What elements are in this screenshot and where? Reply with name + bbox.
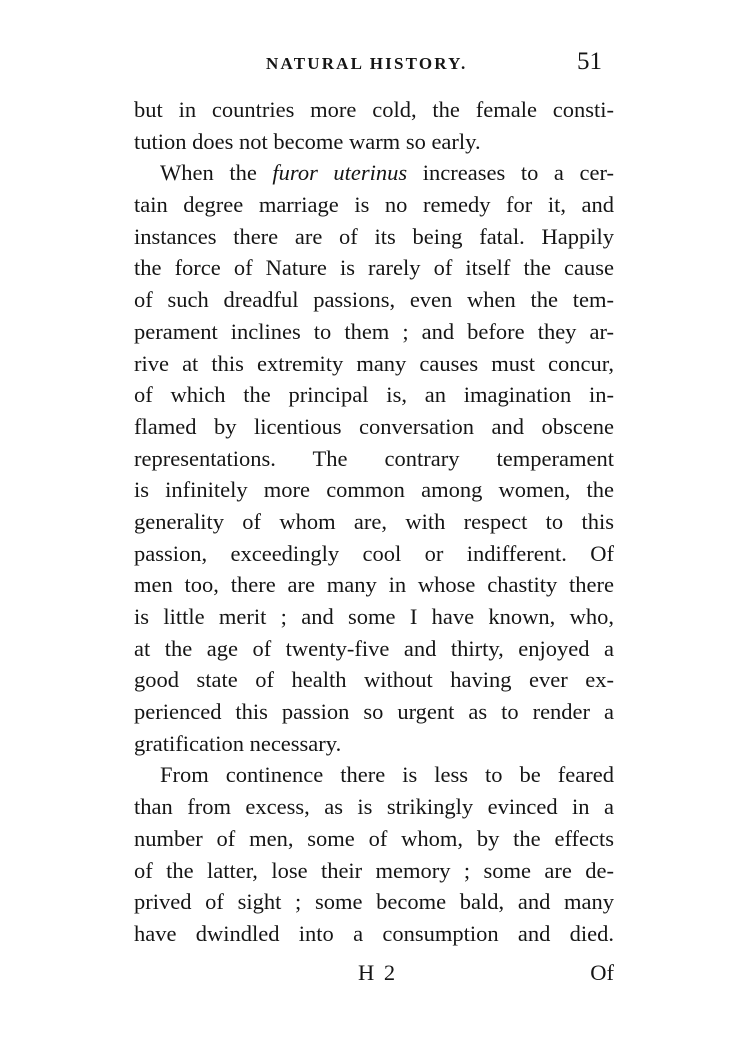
text-fragment: When the xyxy=(160,160,273,186)
text-line: flamed by licentious conversation and obscene xyxy=(134,413,614,439)
text-line: tution does not become warm so early. xyxy=(134,128,481,154)
text-fragment: increases to a cer- xyxy=(407,160,615,186)
text-line: perienced this passion so urgent as to render a xyxy=(134,699,614,725)
text-line: rive at this extremity many causes must concur, xyxy=(134,350,614,376)
text-line: representations. The contrary temperament xyxy=(134,445,614,471)
text-line: the force of Nature is rarely of itself the cause xyxy=(134,255,614,281)
text-line: of which the principal is, an imagination in- xyxy=(134,382,614,408)
text-line: but in countries more cold, the female consti- xyxy=(134,97,614,122)
text-line xyxy=(134,157,614,189)
running-head xyxy=(136,48,612,84)
page-number: 51 xyxy=(577,48,602,75)
text-line: prived of sight ; some become bald, and many xyxy=(134,889,614,915)
page-footer xyxy=(134,960,614,992)
text-line: gratification necessary. xyxy=(134,730,342,756)
text-line: From continence there is less to be feared xyxy=(160,762,614,788)
signature-mark: H 2 xyxy=(358,960,398,985)
catchword: Of xyxy=(590,960,614,985)
text-line: is little merit ; and some I have known, who, xyxy=(134,604,614,629)
text-line: good state of health without having ever ex- xyxy=(134,667,614,693)
text-line: have dwindled into a consumption and died. xyxy=(134,920,614,946)
italic-phrase: furor uterinus xyxy=(272,160,408,186)
text-line: perament inclines to them ; and before they ar- xyxy=(134,318,614,344)
body-text xyxy=(134,94,614,950)
text-line: passion, exceedingly cool or indifferent. Of xyxy=(134,540,614,566)
text-line: is infinitely more common among women, the xyxy=(134,477,614,503)
running-title: NATURAL HISTORY. xyxy=(266,54,468,73)
text-line: at the age of twenty-five and thirty, enjoyed a xyxy=(134,635,614,661)
text-line: than from excess, as is strikingly evinced in a xyxy=(134,794,614,820)
text-line: generality of whom are, with respect to this xyxy=(134,508,614,534)
text-line: number of men, some of whom, by the effects xyxy=(134,825,614,851)
text-line: of such dreadful passions, even when the tem- xyxy=(134,287,614,313)
text-line: of the latter, lose their memory ; some are de- xyxy=(134,857,614,883)
text-line: instances there are of its being fatal. Happily xyxy=(134,223,614,249)
text-line: tain degree marriage is no remedy for it, and xyxy=(134,192,614,218)
text-line: men too, there are many in whose chastity there xyxy=(134,572,614,598)
